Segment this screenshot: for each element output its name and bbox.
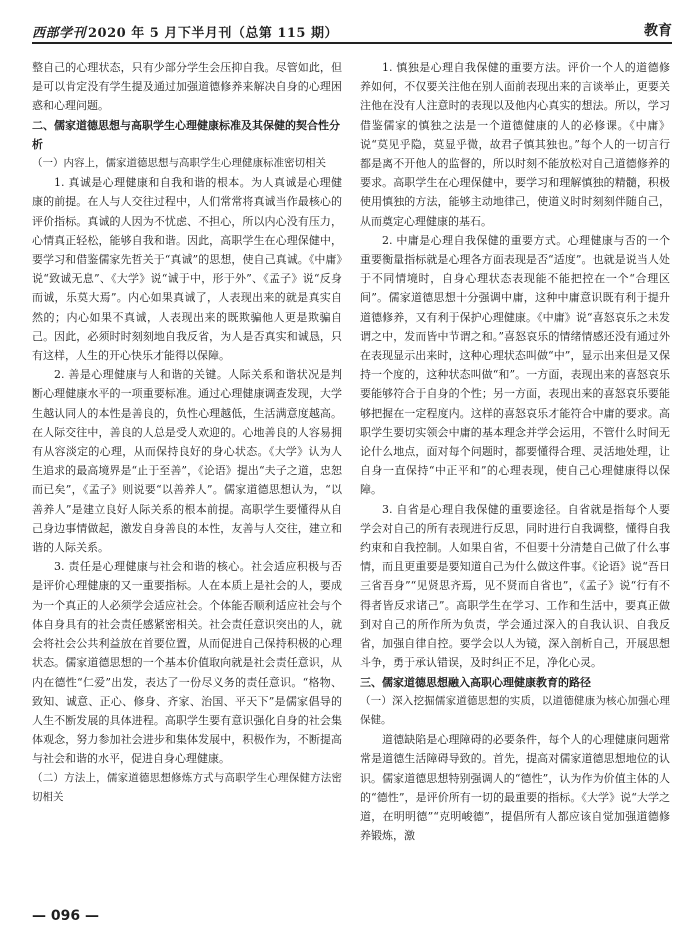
left-column bbox=[32, 58, 342, 807]
section-label: 教育 bbox=[644, 23, 672, 39]
section-heading: 三、儒家道德思想融入高职心理健康教育的路径 bbox=[360, 675, 591, 689]
page-number: — 096 — bbox=[32, 908, 99, 924]
journal-title bbox=[32, 22, 338, 41]
section-heading: 二、儒家道德思想与高职学生心理健康标准及其保健的契合性分析 bbox=[32, 118, 340, 151]
journal-logo: 西部学刊 bbox=[32, 26, 87, 41]
paragraph: 1. 真诚是心理健康和自我和谐的根本。为人真诚是心理健康的前提。在人与人交往过程中，人们常常将真诚当作最核心的评价指标。真诚的人因为不忧虑、不担心，所以内心没有压力，心情真正轻松，能够自我和谐。因此，高职学生在心理保健中，要学习和借鉴儒家先哲关于“真诚”的思想，使自己真诚。《中庸》说“致诚无息”、《大学》说“诚于中，形于外”、《孟子》说“反身而诚，乐莫大焉”。内心如果真诚了，人表现出来的就是真实自然的；内心如果不真诚，人表现出来的既欺骗他人更是欺骗自己。因此，必须时时刻刻地自我反省，为人是否真实和诚恳，只有这样，人生的开心快乐才能得以保障。 bbox=[32, 176, 342, 363]
subsection-heading: （一）内容上，儒家道德思想与高职学生心理健康标准密切相关 bbox=[32, 157, 326, 170]
page-header bbox=[32, 18, 672, 44]
paragraph: 2. 善是心理健康与人和谐的关键。人际关系和谐状况是判断心理健康水平的一项重要标准。通过心理健康调查发现，大学生越认同人的本性是善良的，负性心理越低，生活满意度越高。在人际交往中，善良的人总是受人欢迎的。心地善良的人容易拥有从容淡定的心理，从而保持良好的身心状态。《大学》认为人生追求的最高境界是“止于至善”，《论语》提出“夫子之道，忠恕而已矣”，《孟子》则说要“以善养人”。儒家道德思想认为，“以善养人”是建立良好人际关系的根本前提。高职学生要懂得从自己身边事情做起，激发自身善良的本性，友善与人交往，建立和谐的人际关系。 bbox=[32, 368, 342, 555]
paragraph: 2. 中庸是心理自我保健的重要方式。心理健康与否的一个重要衡量指标就是心理各方面表现是否“适度”。也就是说当人处于不同情境时，自身心理状态表现能不能把控在一个“合理区间”。儒家道德思想十分强调中庸，这种中庸意识既有利于提升道德修养，又有利于保护心理健康。《中庸》说“喜怒哀乐之未发谓之中，发而皆中节谓之和。”喜怒哀乐的情绪情感还没有通过外在表现显示出来时，这种心理状态叫做“中”，显示出来但是又保持一个度的，这种状态叫做“和”。一方面，表现出来的喜怒哀乐要能够符合于自身的个性；另一方面，表现出来的喜怒哀乐要能够把握在一定程度内。这样的喜怒哀乐才能符合中庸的要求。高职学生要切实领会中庸的基本理念并学会运用，不管什么时间无论什么地点，面对每个问题时，都要懂得合理、灵活地处理，让自身一直保持“中正平和”的心理表现，使自己心理健康得以保障。 bbox=[360, 233, 670, 497]
issue-info: 2020 年 5 月下半月刊（总第 115 期） bbox=[88, 26, 339, 41]
subsection-heading: （二）方法上，儒家道德思想修炼方式与高职学生心理保健方法密切相关 bbox=[32, 771, 342, 803]
paragraph: 3. 自省是心理自我保健的重要途径。自省就是指每个人要学会对自己的所有表现进行反思，同时进行自我调整，懂得自我约束和自我控制。人如果自省，不但要十分清楚自己做了什么事情，而且更重要是要知道自己为什么做这件事。《论语》说“吾日三省吾身”“见贤思齐焉，见不贤而自省也”，《孟子》说“行有不得者皆反求诸己”。高职学生在学习、工作和生活中，要真正做到对自己的所作所为负责，学会通过深入的自我认识、自我反省，加强自律自控。要学会以人为镜，深入剖析自己，开展思想斗争，勇于承认错误，及时纠正不足，净化心灵。 bbox=[360, 502, 670, 670]
subsection-heading: （一）深入挖掘儒家道德思想的实质，以道德健康为核心加强心理保健。 bbox=[360, 694, 670, 726]
header-rule bbox=[32, 42, 672, 44]
paragraph: 1. 慎独是心理自我保健的重要方法。评价一个人的道德修养如何，不仅要关注他在别人面前表现出来的言谈举止，更要关注他在没有人注意时的表现以及他内心真实的想法。所以，学习借鉴儒家的慎独之法是一个道德健康的人的必修课。《中庸》说“莫见乎隐，莫显乎微，故君子慎其独也。”每个人的一切言行都是离不开他人的监督的，所以时刻不能放松对自己道德修养的要求。高职学生在心理保健中，要学习和理解慎独的精髓，积极使用慎独的方法，能够主动地律己，使道义时时刻刻伴随自己，从而奠定心理健康的基石。 bbox=[360, 61, 670, 228]
paragraph: 3. 责任是心理健康与社会和谐的核心。社会适应积极与否是评价心理健康的又一重要指标。人在本质上是社会的人，要成为一个真正的人必须学会适应社会。个体能否顺利适应社会与个体自身具有的社会责任感紧密相关。社会责任意识突出的人，就会将社会公共利益放在首要位置，从而促进自己保持积极的心理状态。儒家道德思想的一个基本价值取向就是社会责任意识，从内在德性“仁爱”出发，表达了一份尽义务的责任意识。“格物、致知、诚意、正心、修身、齐家、治国、平天下”是儒家倡导的人生不断发展的具体进程。高职学生要有意识强化自身的社会集体观念，努力参加社会进步和集体发展中，积极作为，不断提高与社会和谐的水平，促进自身心理健康。 bbox=[32, 560, 342, 766]
right-column bbox=[360, 58, 670, 845]
paragraph: 道德缺陷是心理障碍的必要条件，每个人的心理健康问题常常是道德生活障碍导致的。首先，提高对儒家道德思想地位的认识。儒家道德思想特别强调人的“德性”，认为作为价值主体的人的“德性”，是评价所有一切的最重要的指标。《大学》说“大学之道，在明明德”“克明峻德”，提倡所有人都应该自觉加强道德修养锻炼，激 bbox=[360, 733, 670, 843]
paragraph: 整自己的心理状态，只有少部分学生会压抑自我。尽管如此，但是可以肯定没有学生提及通过加强道德修养来解决自身的心理困惑和心理问题。 bbox=[32, 61, 342, 113]
